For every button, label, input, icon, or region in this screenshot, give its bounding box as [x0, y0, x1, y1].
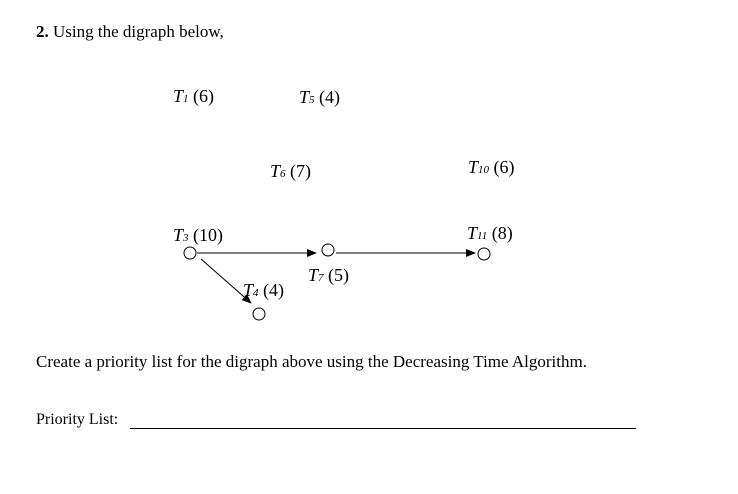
node-t3 [184, 247, 196, 259]
node-t11 [478, 248, 490, 260]
task-label-t3: T3 (10) [173, 225, 224, 245]
task-label-t6: T6 (7) [270, 161, 312, 181]
instruction-text: Create a priority list for the digraph above using the Decreasing Time Algorithm. [36, 352, 587, 371]
task-label-t7: T7 (5) [308, 265, 350, 285]
task-label-t4: T4 (4) [243, 280, 285, 300]
task-label-t5: T5 (4) [299, 87, 341, 107]
question-text: Using the digraph below, [53, 22, 224, 41]
node-t7 [322, 244, 334, 256]
task-label-t1: T1 (6) [173, 86, 215, 106]
priority-list-label: Priority List: [36, 411, 119, 428]
task-label-t10: T10 (6) [468, 157, 515, 177]
node-t4 [253, 308, 265, 320]
priority-list-answer-line[interactable] [130, 428, 636, 429]
question-number: 2. [36, 22, 49, 41]
task-label-t11: T11 (8) [467, 223, 513, 243]
